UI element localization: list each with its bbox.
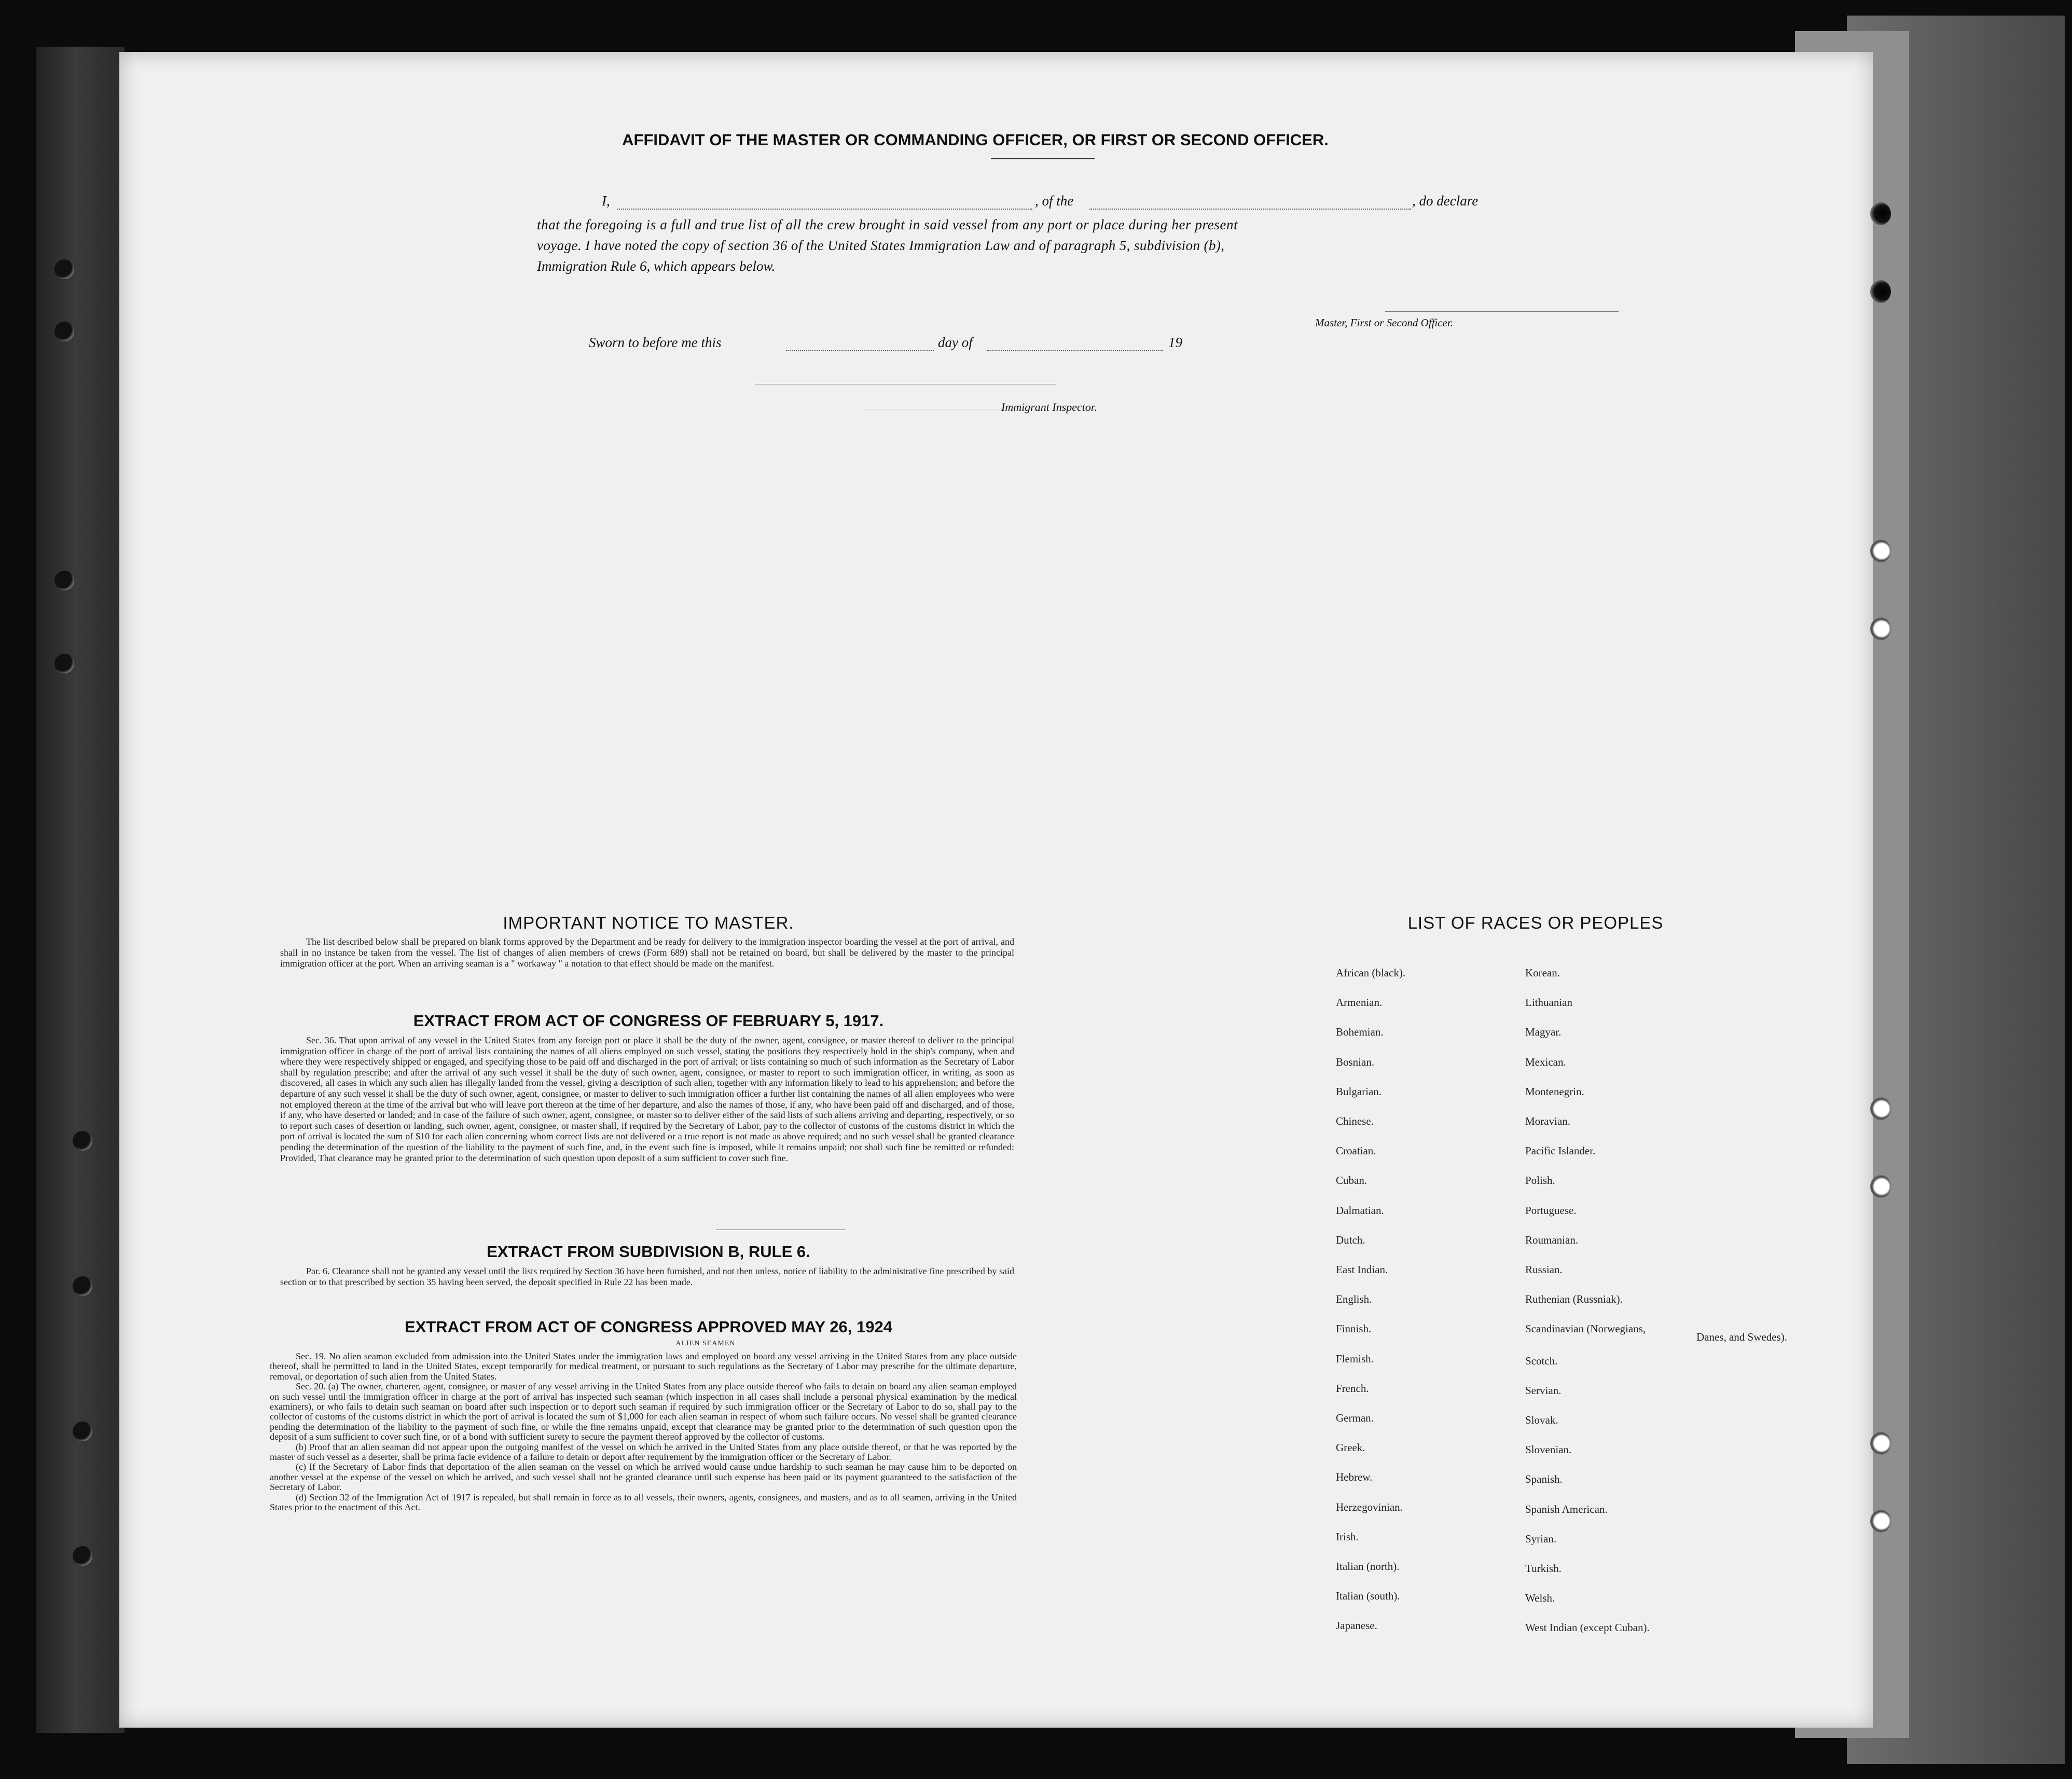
race-item-left: Chinese. (1336, 1115, 1374, 1127)
race-item-left: Hebrew. (1336, 1471, 1373, 1484)
day-of-text: day of (938, 335, 973, 350)
extract-1917-title: EXTRACT FROM ACT OF CONGRESS OF FEBRUARY 5, 1917. (413, 1012, 884, 1030)
race-item-right: Welsh. (1525, 1592, 1555, 1605)
inspector-caption: Immigrant Inspector. (1001, 401, 1097, 413)
punch-hole-icon (1870, 1175, 1891, 1198)
punch-hole-icon (1870, 1097, 1891, 1120)
race-item-right: Spanish American. (1525, 1502, 1608, 1515)
race-item-left: Cuban. (1336, 1174, 1367, 1187)
race-item-left: Dalmatian. (1336, 1204, 1384, 1217)
race-item-right: Servian. (1525, 1384, 1562, 1397)
race-item-right: Montenegrin. (1525, 1085, 1584, 1098)
race-item-right: West Indian (except Cuban). (1525, 1621, 1650, 1634)
binder-hole-icon (54, 259, 74, 279)
race-item-left: Bosnian. (1336, 1055, 1375, 1068)
race-item-left: English. (1336, 1293, 1372, 1306)
race-item-right: Polish. (1525, 1174, 1555, 1187)
affidavit-declare: , do declare (1412, 193, 1479, 209)
race-item-right: Moravian. (1525, 1115, 1570, 1127)
race-item-left: Croatian. (1336, 1144, 1376, 1157)
sec-20d-text: (d) Section 32 of the Immigration Act of 1917 is repealed, but shall remain in force as to all vessels, their owners, agents, consignees, and masters, and as to all seamen, arriving in the United States prior to the enactment of this Act. (270, 1492, 1017, 1513)
race-item-left: Herzegovinian. (1336, 1500, 1403, 1513)
extract-rule6-body (280, 1266, 1014, 1288)
race-item-right: Portuguese. (1525, 1204, 1577, 1217)
race-item-left: Finnish. (1336, 1322, 1372, 1335)
sworn-day-blank (786, 350, 934, 351)
affidavit-of-the: , of the (1035, 193, 1074, 209)
race-item-left: Japanese. (1336, 1619, 1377, 1632)
binder-hole-icon (73, 1131, 92, 1151)
punch-hole-icon (1870, 1432, 1891, 1455)
sec-20b-text: (b) Proof that an alien seaman did not appear upon the outgoing manifest of the vessel on which he arrived in the United States from any place outside thereof, or that he was reported by the master of such vessel as a deserter, shall be prima facie evidence of a failure to detain or deport after requirement by the immigration officer or the Secretary of Labor. (270, 1441, 1017, 1463)
sec-20a-text: Sec. 20. (a) The owner, charterer, agent, consignee, or master of any vessel arriving in the United States from any place outside thereof who fails to detain on board any alien seaman employed on such vessel until the immigration officer in charge at the port of arrival has inspected such seaman (which inspection in all cases shall include a personal physical examination by the medical examiners), or who fails to detain such seaman on board after such inspection or to deport such seaman if required by such immigration officer or the Secretary of Labor to do so, shall pay to the collector of customs of the customs district in which the port of arrival is located the sum of $1,000 for each alien seaman in respect of whom such failure occurs. No vessel shall be granted clearance pending the determination of the liability to the payment of such fine, or while the fine remains unpaid, except that clearance may be granted prior to the determination of such question upon the deposit of a sum sufficient to cover such fine, or of a bond with sufficient surety to secure the payment thereof approved by the collector of customs. (270, 1381, 1017, 1442)
sec-19-text: Sec. 19. No alien seaman excluded from admission into the United States under the immigration laws and employed on board any vessel arriving in the United States from any place outside thereof, shall be permitted to land in the United States, except temporarily for medical treatment, or pursuant to such regulations as the Secretary of Labor may prescribe for the ultimate departure, removal, or deportation of such alien from the United States. (270, 1351, 1017, 1382)
extract-1917-text: Sec. 36. That upon arrival of any vessel in the United States from any foreign port or place it shall be the duty of the owner, agent, consignee, or master thereof to deliver to the principal immigration officer in charge of the port of arrival lists containing the names of all aliens employed on such vessel, stating the positions they respectively hold in the ship's company, when and where they were respectively shipped or engaged, and specifying those to be paid off and discharged in the port of arrival; or lists containing so much of such information as the Secretary of Labor shall by regulation prescribe; and after the arrival of any such vessel it shall be the duty of such owner, agent, consignee, or master to report to such immigration officer, in writing, as soon as discovered, all cases in which any such alien has illegally landed from the vessel, giving a description of such alien, together with any information likely to lead to his apprehension; and before the departure of any such vessel it shall be the duty of such owner, agent, consignee, or master to deliver to such immigration officer a further list containing the names of all alien employees who were not employed thereon at the time of the arrival but who will leave port thereon at the time of her departure, and also the names of those, if any, who have been paid off and discharged, and of those, if any, who have deserted or landed; and in case of the failure of such owner, agent, consignee, or master so to deliver either of the said lists of such aliens arriving and departing, respectively, or so to report such cases of desertion or landing, such owner, agent, consignee, or master shall, if required by the Secretary of Labor, pay to the collector of customs of the customs district in which the port of arrival is located the sum of $10 for each alien concerning whom correct lists are not delivered or a true report is not made as above required; and no such vessel shall be granted clearance pending the determination of the question of the liability to the payment of such fine, and, in the event such fine is imposed, while it remains unpaid; nor shall such fine be remitted or refunded: Provided, That clearance may be granted prior to the determination of such question upon deposit of a sum sufficient to cover such fine. (280, 1035, 1015, 1163)
race-item-left: Dutch. (1336, 1233, 1365, 1246)
binder-hole-icon (54, 654, 74, 673)
binder-hole-icon (54, 571, 74, 590)
race-item-right: Slovak. (1525, 1414, 1558, 1426)
binder-hole-icon (73, 1422, 92, 1441)
extract-rule6-title: EXTRACT FROM SUBDIVISION B, RULE 6. (487, 1243, 810, 1261)
race-item-right: Mexican. (1525, 1055, 1566, 1068)
punch-hole-icon (1870, 540, 1891, 562)
binder-hole-icon (54, 322, 74, 341)
sworn-text: Sworn to before me this (589, 335, 722, 350)
sec-20c-text: (c) If the Secretary of Labor finds that deportation of the alien seaman on the vessel on which he arrived would cause undue hardship to such seaman he may cause him to be deported on another vessel at the expense of the vessel on which he arrived, and such vessel shall not be granted clearance until such expense has been paid or its payment guaranteed to the satisfaction of the Secretary of Labor. (270, 1461, 1017, 1493)
affidavit-title: AFFIDAVIT OF THE MASTER OR COMMANDING OFFICER, OR FIRST OR SECOND OFFICER. (622, 131, 1329, 149)
sworn-month-blank (987, 350, 1163, 351)
race-item-right: Russian. (1525, 1263, 1563, 1276)
race-item-right: Magyar. (1525, 1026, 1562, 1039)
punch-hole-icon (1870, 617, 1891, 640)
binder-strip (36, 47, 125, 1733)
punch-hole-icon (1870, 202, 1891, 225)
race-item-left: Bulgarian. (1336, 1085, 1382, 1098)
race-item-left: Irish. (1336, 1530, 1359, 1543)
affidavit-i: I, (602, 193, 610, 209)
binder-hole-icon (73, 1546, 92, 1566)
race-item-right: Scotch. (1525, 1354, 1558, 1367)
extract-1917-body (280, 1035, 1014, 1163)
vessel-name-blank (1089, 209, 1411, 210)
affidavit-line-4: Immigration Rule 6, which appears below. (537, 258, 776, 274)
alien-seamen-subtitle: ALIEN SEAMEN (675, 1340, 736, 1347)
race-item-left: German. (1336, 1412, 1374, 1424)
punch-hole-icon (1870, 1510, 1891, 1533)
master-name-blank (617, 209, 1032, 210)
extract-1924-title: EXTRACT FROM ACT OF CONGRESS APPROVED MAY 26, 1924 (405, 1318, 892, 1336)
binder-hole-icon (73, 1276, 92, 1296)
race-item-right: Turkish. (1525, 1562, 1562, 1575)
affidavit-line-3: voyage. I have noted the copy of section 36 of the United States Immigration Law and of paragraph 5, subdivision (b), (537, 238, 1225, 253)
extract-1924-body (270, 1352, 1017, 1513)
race-item-right: Syrian. (1525, 1532, 1557, 1545)
race-item-right: Scandinavian (Norwegians, (1525, 1322, 1646, 1335)
affidavit-line-2: that the foregoing is a full and true list of all the crew brought in said vessel from any port or place during her present (537, 217, 1238, 232)
race-scandinavian-continued: Danes, and Swedes). (1696, 1331, 1787, 1343)
race-item-left: East Indian. (1336, 1263, 1388, 1276)
race-item-right: Lithuanian (1525, 996, 1572, 1009)
race-item-left: Armenian. (1336, 996, 1383, 1009)
extract-rule6-text: Par. 6. Clearance shall not be granted any vessel until the lists required by Section 36 have been furnished, and not then unless, notice of liability to the administrative fine prescribed by said section or to that prescribed by section 35 having been served, the deposit specified in Rule 22 has been made. (280, 1266, 1014, 1287)
race-item-right: Spanish. (1525, 1473, 1563, 1486)
race-item-left: Bohemian. (1336, 1026, 1384, 1039)
form-page (119, 52, 1873, 1728)
notice-text: The list described below shall be prepared on blank forms approved by the Department and be ready for delivery to the immigration inspector boarding the vessel at the port of arrival, and shall in no instance be taken from the vessel. The list of changes of alien members of crews (Form 689) shall not be retained on board, but shall be delivered by the master to the principal immigration officer at the port. When an arriving seaman is a " workaway " a notation to that effect should be made on the manifest. (280, 936, 1014, 969)
master-signature-caption: Master, First or Second Officer. (1315, 316, 1453, 329)
race-item-left: Flemish. (1336, 1352, 1374, 1365)
race-item-left: Greek. (1336, 1441, 1365, 1454)
race-item-right: Korean. (1525, 967, 1560, 979)
notice-body (280, 936, 1014, 969)
year-prefix: 19 (1168, 335, 1182, 350)
race-item-left: French. (1336, 1382, 1369, 1395)
race-item-right: Pacific Islander. (1525, 1144, 1596, 1157)
races-title: LIST OF RACES OR PEOPLES (1407, 913, 1664, 932)
punch-hole-icon (1870, 280, 1891, 303)
title-rule (991, 158, 1095, 159)
race-item-right: Slovenian. (1525, 1443, 1572, 1456)
race-item-right: Roumanian. (1525, 1233, 1579, 1246)
race-item-left: African (black). (1336, 967, 1406, 979)
race-item-left: Italian (south). (1336, 1590, 1400, 1603)
notice-title: IMPORTANT NOTICE TO MASTER. (503, 913, 794, 932)
signature-line (1385, 311, 1619, 312)
race-item-left: Italian (north). (1336, 1560, 1400, 1573)
race-item-right: Ruthenian (Russniak). (1525, 1293, 1623, 1306)
